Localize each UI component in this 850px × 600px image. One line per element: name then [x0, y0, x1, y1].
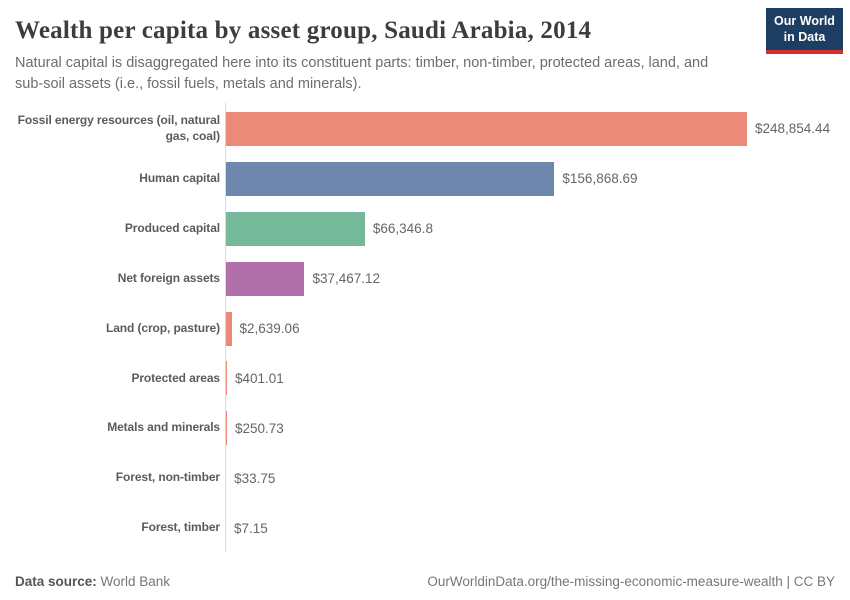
- chart-title: Wealth per capita by asset group, Saudi Arabia, 2014: [15, 17, 592, 44]
- bar[interactable]: [226, 411, 227, 445]
- bar[interactable]: [226, 262, 304, 296]
- bar-row[interactable]: [0, 353, 850, 403]
- category-label: Protected areas: [131, 370, 220, 385]
- chart-footer: [15, 574, 835, 589]
- bar-value-label: $2,639.06: [239, 321, 300, 336]
- bar-value-label: $33.75: [234, 470, 276, 486]
- bar-track: [226, 304, 300, 354]
- bar-track: [226, 104, 830, 154]
- bar-row[interactable]: [0, 403, 850, 453]
- bar-track: [226, 403, 284, 453]
- bar-track: [226, 353, 284, 403]
- data-source: [15, 574, 170, 589]
- bar-row[interactable]: [0, 503, 850, 553]
- bar-row[interactable]: [0, 154, 850, 204]
- bar-track: [226, 453, 275, 503]
- category-label: Human capital: [139, 171, 220, 186]
- bar-track: [226, 204, 433, 254]
- category-label: Forest, non-timber: [115, 470, 220, 485]
- bar-row[interactable]: [0, 254, 850, 304]
- data-source-label: Data source:: [15, 574, 97, 589]
- bar-chart: [0, 104, 850, 553]
- category-label: Net foreign assets: [117, 270, 220, 285]
- bar-value-label: $401.01: [235, 370, 284, 386]
- chart-header: [0, 0, 850, 95]
- category-label: Produced capital: [124, 220, 220, 235]
- bar-row[interactable]: [0, 304, 850, 354]
- footer-link[interactable]: OurWorldinData.org/the-missing-economic-measure-wealth | CC BY: [427, 574, 835, 589]
- bar-track: [226, 503, 268, 553]
- bar-row[interactable]: [0, 204, 850, 254]
- bar-value-label: $66,346.8: [372, 221, 433, 237]
- bar[interactable]: [226, 312, 232, 346]
- bar[interactable]: [226, 212, 365, 246]
- bar[interactable]: [226, 112, 747, 146]
- bar-value-label: $7.15: [234, 520, 268, 536]
- bar[interactable]: [226, 361, 227, 395]
- bar-track: [226, 254, 380, 304]
- bar-value-label: $37,467.12: [312, 271, 381, 287]
- category-label: Fossil energy resources (oil, natural gas, coal): [17, 113, 220, 143]
- bar-row[interactable]: [0, 104, 850, 154]
- bar-value-label: $248,854.44: [755, 121, 831, 137]
- owid-logo[interactable]: [766, 8, 843, 54]
- owid-logo-line2: in Data: [783, 30, 826, 45]
- category-label: Land (crop, pasture): [105, 320, 220, 335]
- bar-value-label: $156,868.69: [562, 171, 638, 187]
- bar-value-label: $250.73: [235, 420, 284, 436]
- bar[interactable]: [226, 162, 554, 196]
- owid-logo-line1: Our World: [774, 14, 835, 28]
- chart-subtitle: Natural capital is disaggregated here into its constituent parts: timber, non-timber, protected areas, land, and sub-soil assets (i.e., fossil fuels, metals and minerals).: [15, 55, 709, 93]
- category-label: Forest, timber: [141, 520, 220, 535]
- bar-track: [226, 154, 637, 204]
- bar-row[interactable]: [0, 453, 850, 503]
- data-source-value: World Bank: [96, 574, 171, 589]
- bar-rows: [0, 104, 850, 553]
- category-label: Metals and minerals: [107, 420, 220, 435]
